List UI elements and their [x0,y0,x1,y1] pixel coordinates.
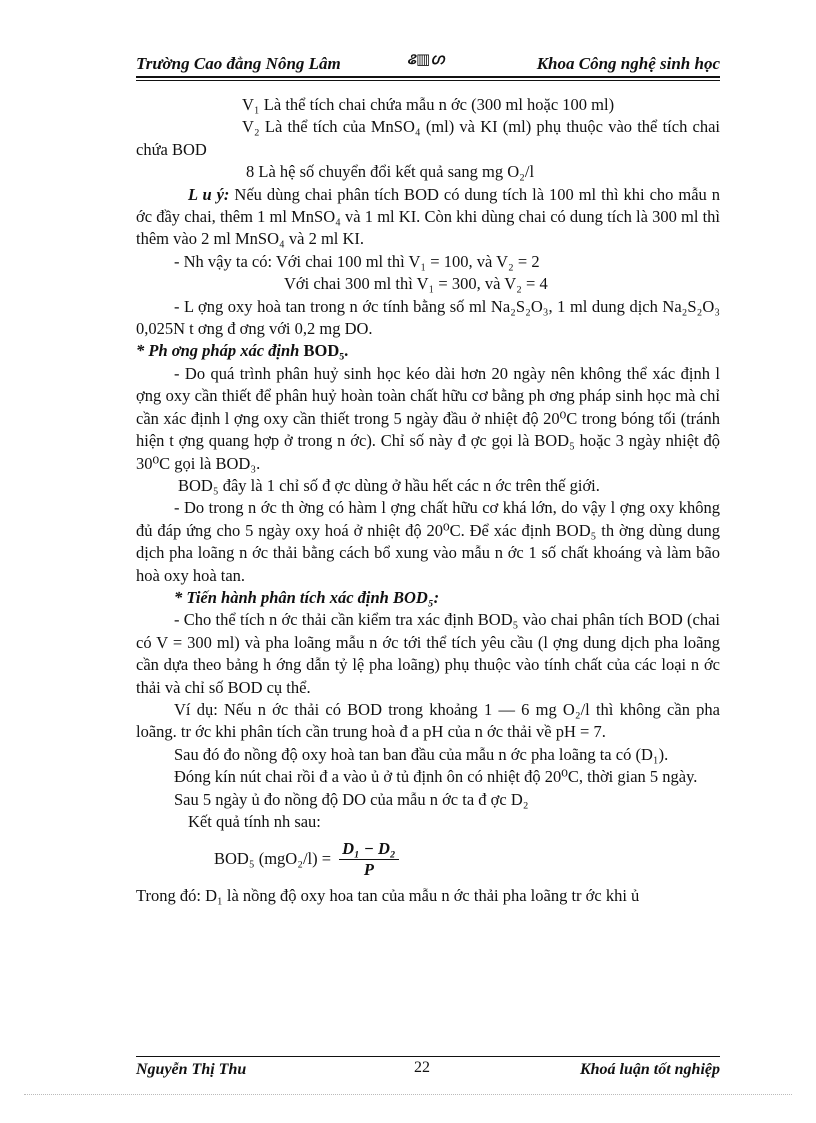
section-heading-bod: BOD₅. [303,341,349,361]
header-faculty: Khoa Công nghệ sinh học [536,54,720,73]
paragraph: Sau 5 ngày ủ đo nồng độ DO của mẫu n ớc ta đ ợc D₂ [174,789,529,809]
page-number: 22 [414,1059,430,1076]
paragraph: - Nh vậy ta có: Với chai 100 ml thì V₁ = 100, và V₂ = 2 [174,251,540,271]
page-edge-dots [24,1094,792,1095]
header-divider [136,76,720,78]
subsection-heading: * Tiến hành phân tích xác định BOD₅: [174,587,440,607]
document-body [136,94,720,908]
header-school: Trường Cao đẳng Nông Lâm [136,54,341,73]
note-label: L u ý: [188,184,230,204]
note-text: Nếu dùng chai phân tích BOD có dung tích là 100 ml thì khi cho mẫu n ớc đầy chai, thêm 1 ml MnSO₄ và 1 ml KI. Còn khi dùng chai có dung tích là 300 ml thì thêm vào 2 ml MnSO₄ và 2 ml KI. [136,184,721,249]
paragraph: Trong đó: D₁ là nồng độ oxy hoa tan của mẫu n ớc thải pha loãng tr ớc khi ủ [136,886,640,906]
formula-lhs: BOD₅ (mgO₂/l) = [214,849,332,869]
paragraph: Đóng kín nút chai rồi đ a vào ủ ở tủ định ôn có nhiệt độ 20⁰C, thời gian 5 ngày. [174,767,698,787]
formula-denominator: P [363,859,374,879]
paragraph: Sau đó đo nồng độ oxy hoà tan ban đầu của mẫu n ớc pha loãng ta có (D₁). [174,744,669,764]
paragraph: BOD₅ đây là 1 chỉ số đ ợc dùng ở hầu hết các n ớc trên thế giới. [178,475,600,495]
paragraph: - Cho thể tích n ớc thải cần kiểm tra xác định BOD₅ vào chai phân tích BOD (chai có V = 300 ml) và pha loãng mẫu n ớc tới thể tích yêu cầu (l ợng dung dịch pha loãng cần dựa theo bảng h ớng dẫn tỷ lệ pha loãng) phụ thuộc vào tính chất của các loại n ớc thải và chỉ số BOD cụ thể. [136,610,720,697]
note-paragraph [136,184,720,251]
formula-numerator: D₁ − D₂ [339,839,399,860]
formula-fraction [339,839,399,880]
section-heading-text: * Ph ơng pháp xác định [136,341,304,361]
header-ornament: ଌ▥ഗ [407,52,444,68]
paragraph: - Do quá trình phân huỷ sinh học kéo dài hơn 20 ngày nên không thể xác định l ợng oxy cần thiết để phân huỷ hoàn toàn chất hữu cơ bằng ph ơng pháp sinh học mà chỉ cần xác định l ợng oxy cần thiết trong 5 ngày đầu ở nhiệt độ 20⁰C trong bóng tối (tránh hiện t ợng quang hợp ở trong n ớc). Chỉ số này đ ợc gọi là BOD₅ hoặc 3 ngày nhiệt độ 30⁰C gọi là BOD₃. [136,363,720,473]
paragraph: Ví dụ: Nếu n ớc thải có BOD trong khoảng 1 — 6 mg O₂/l thì không cần pha loãng. tr ớc khi phân tích cần trung hoà đ a pH của n ớc thải về pH = 7. [136,699,720,742]
paragraph: Kết quả tính nh sau: [188,812,321,831]
footer-title: Khoá luận tốt nghiệp [579,1061,720,1078]
paragraph: - Do trong n ớc th ờng có hàm l ợng chất hữu cơ khá lớn, do vậy l ợng oxy không đủ đáp ứng cho 5 ngày oxy hoá ở nhiệt độ 20⁰C. Để xác định BOD₅ th ờng dùng dung dịch pha loãng n ớc thải bằng cách bổ xung vào mẫu n ớc 1 số chất khoáng và làm bão hoà oxy hoà tan. [136,498,720,585]
paragraph: Với chai 300 ml thì V₁ = 300, và V₂ = 4 [284,274,548,294]
paragraph: V₂ Là thể tích của MnSO₄ (ml) và KI (ml) phụ thuộc vào thể tích chai chứa BOD [136,117,720,159]
header-divider-thin [136,80,720,81]
paragraph: V₁ Là thể tích chai chứa mẫu n ớc (300 ml hoặc 100 ml) [242,95,615,114]
section-heading [136,340,720,362]
footer-divider [136,1056,720,1057]
paragraph: 8 Là hệ số chuyển đổi kết quả sang mg O₂/l [246,162,535,182]
paragraph: - L ợng oxy hoà tan trong n ớc tính bằng số ml Na₂S₂O₃, 1 ml dung dịch Na₂S₂O₃ 0,025N t ơng đ ơng với 0,2 mg DO. [136,296,720,339]
bod-formula [214,833,720,885]
footer-author: Nguyễn Thị Thu [136,1061,247,1078]
page-header [136,50,720,76]
page-footer [136,1059,720,1081]
